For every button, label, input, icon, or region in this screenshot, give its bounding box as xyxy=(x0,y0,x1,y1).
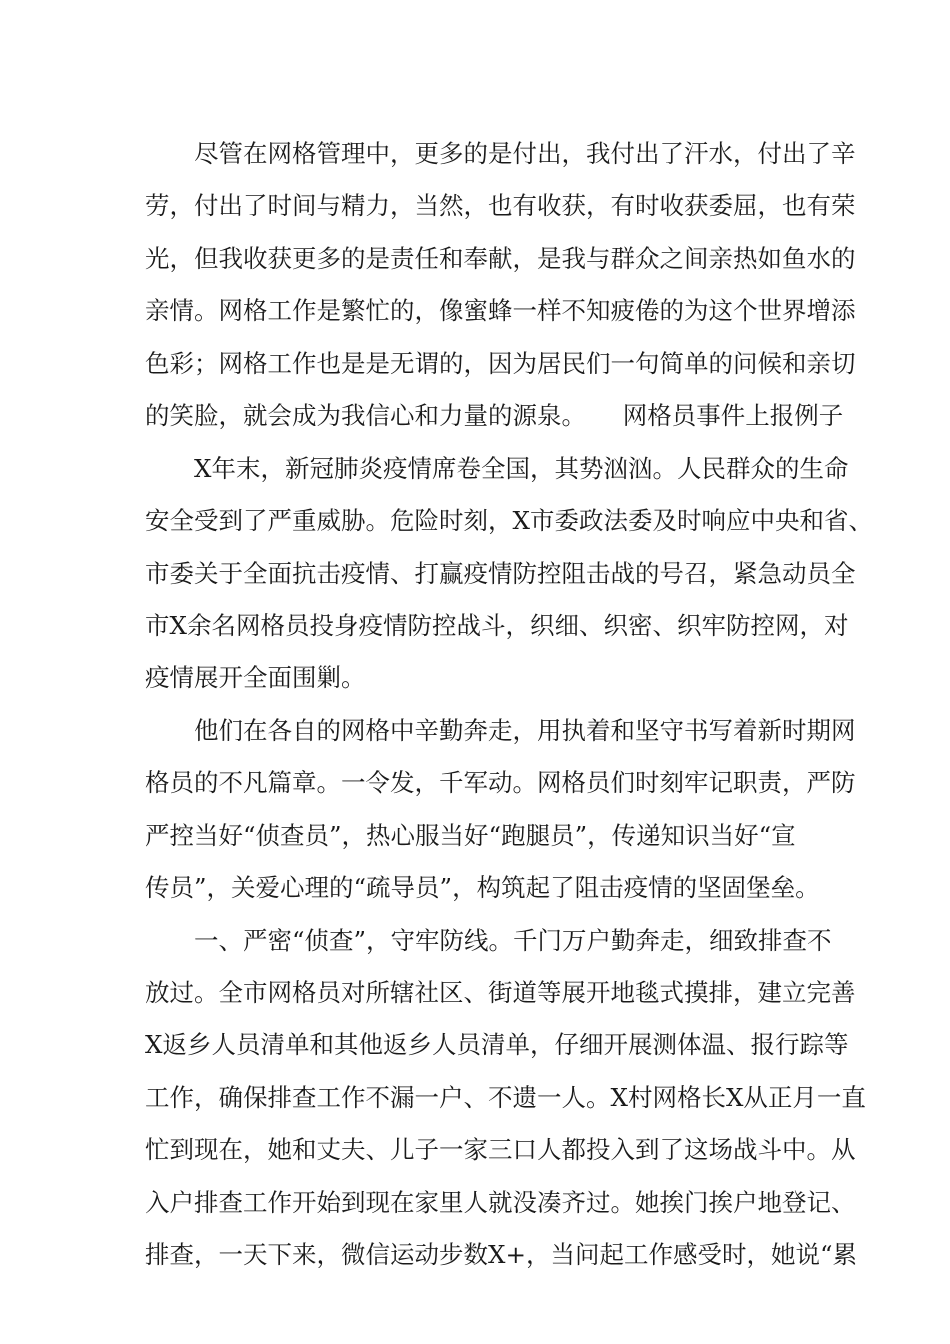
text-line: 的笑脸，就会成为我信心和力量的源泉。 网格员事件上报例子 xyxy=(145,401,844,431)
text-line: 传员”，关爱心理的“疏导员”，构筑起了阻击疫情的坚固堡垒。 xyxy=(145,873,820,903)
text-line: 光，但我收获更多的是责任和奉献，是我与群众之间亲热如鱼水的 xyxy=(145,243,856,273)
text-line: 他们在各自的网格中辛勤奔走，用执着和坚守书写着新时期网 xyxy=(145,715,856,745)
text-line: 入户排查工作开始到现在家里人就没凑齐过。她挨门挨户地登记、 xyxy=(145,1187,856,1217)
text-line: 严控当好“侦查员”，热心服当好“跑腿员”，传递知识当好“宣 xyxy=(145,820,796,850)
text-line: X返乡人员清单和其他返乡人员清单，仔细开展测体温、报行踪等 xyxy=(145,1030,849,1060)
body-text xyxy=(145,128,873,1282)
text-line: 忙到现在，她和丈夫、儿子一家三口人都投入到了这场战斗中。从 xyxy=(145,1135,856,1165)
text-line: 安全受到了严重威胁。危险时刻，X市委政法委及时响应中央和省、 xyxy=(145,506,873,536)
text-line: 劳，付出了时间与精力，当然，也有收获，有时收获委屈，也有荣 xyxy=(145,191,856,221)
text-line: 排查，一天下来，微信运动步数X+，当问起工作感受时，她说“累 xyxy=(145,1240,857,1270)
text-line: 疫情展开全面围剿。 xyxy=(145,663,366,693)
text-line: 一、严密“侦查”，守牢防线。千门万户勤奔走，细致排查不 xyxy=(145,925,832,955)
text-line: 格员的不凡篇章。一令发，千军动。网格员们时刻牢记职责，严防 xyxy=(145,768,856,798)
text-line: 尽管在网格管理中，更多的是付出，我付出了汗水，付出了辛 xyxy=(145,139,856,168)
text-line: 放过。全市网格员对所辖社区、街道等展开地毯式摸排，建立完善 xyxy=(145,978,856,1007)
text-line: 色彩；网格工作也是是无谓的，因为居民们一句简单的问候和亲切 xyxy=(145,348,856,378)
text-line: X年末，新冠肺炎疫情席卷全国，其势汹汹。人民群众的生命 xyxy=(145,453,849,483)
text-line: 亲情。网格工作是繁忙的，像蜜蜂一样不知疲倦的为这个世界增添 xyxy=(145,296,856,326)
text-line: 市委关于全面抗击疫情、打赢疫情防控阻击战的号召，紧急动员全 xyxy=(145,558,856,588)
text-line: 工作，确保排查工作不漏一户、不遗一人。X村网格长X从正月一直 xyxy=(145,1082,866,1112)
text-line: 市X余名网格员投身疫情防控战斗，织细、织密、织牢防控网，对 xyxy=(145,610,849,640)
